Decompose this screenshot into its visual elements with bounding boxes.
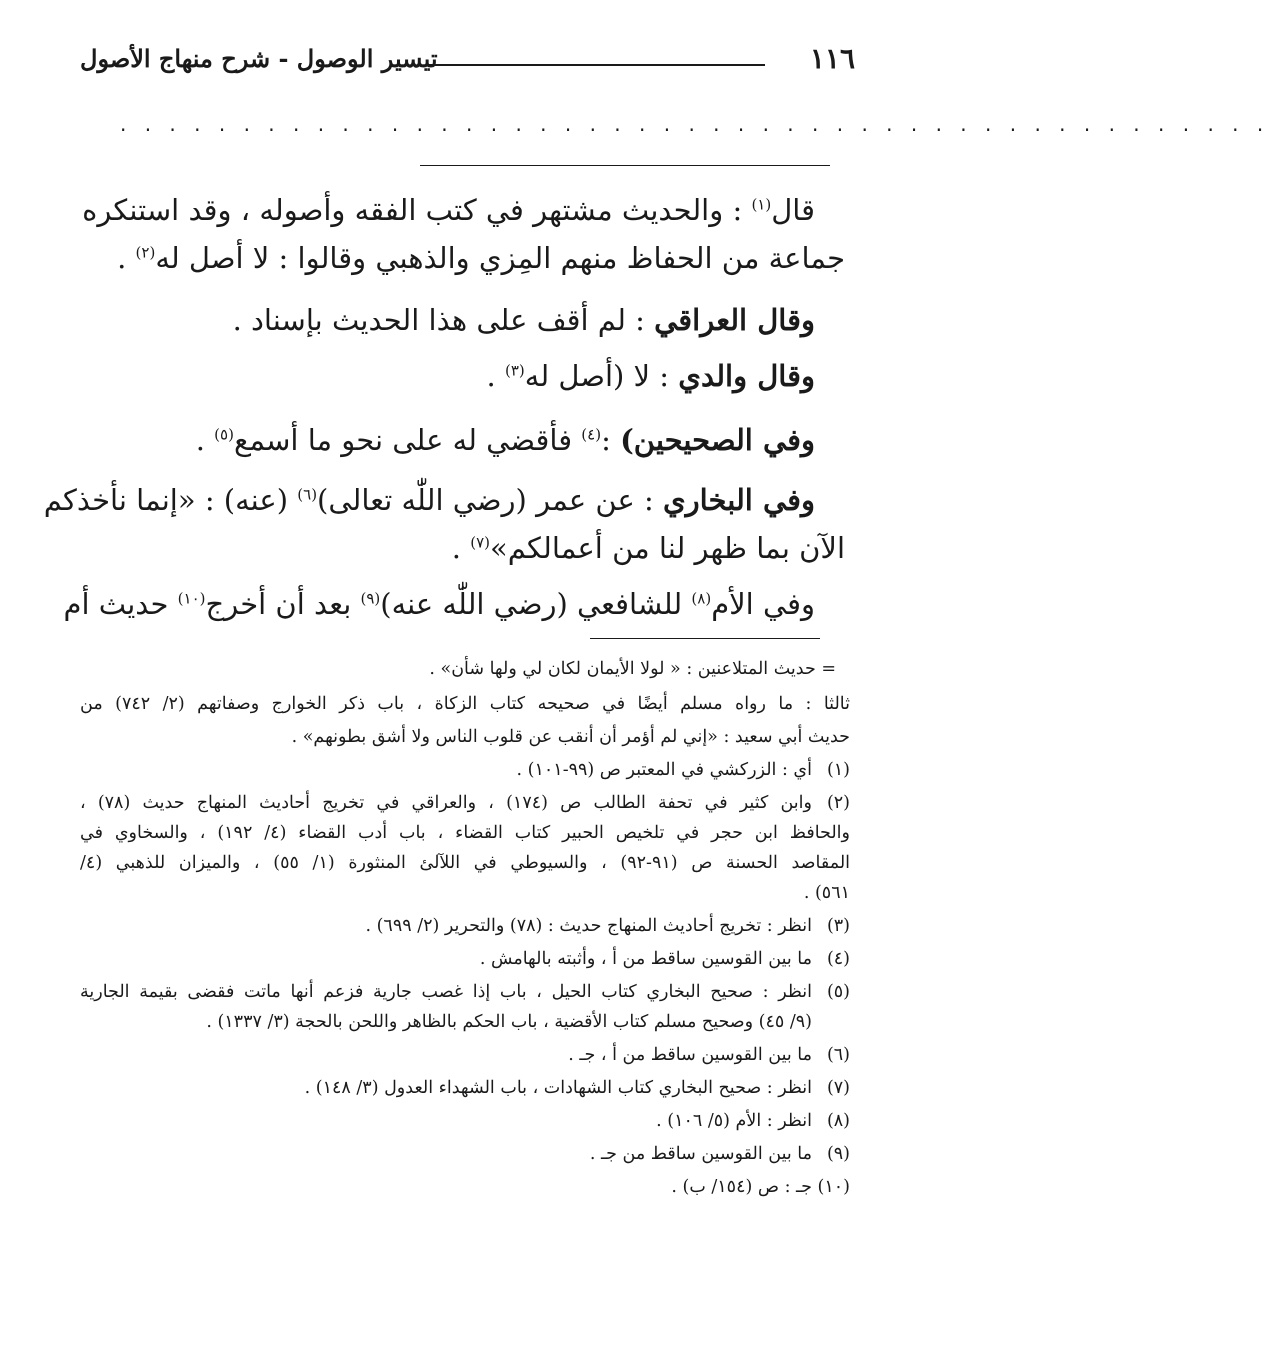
footnote-ref: (١)	[751, 195, 772, 214]
footnote-ref: (٢)	[135, 243, 156, 262]
main-text	[85, 352, 845, 400]
footnote-ref: (٤)	[581, 425, 602, 444]
separator-dots: . . . . . . . . . . . . . . . . . . . . . . . . . . . . . . . . . . . . . . . . . . . . . . .	[120, 112, 1269, 136]
footnote-number: (٤)	[826, 949, 850, 969]
page-number: ١١٦	[809, 42, 855, 75]
footnote-number: (١٠)	[817, 1177, 850, 1197]
page-header	[80, 42, 855, 82]
body-line: وفي الصحيحين) :$^{(٤)}$ فأقضي له على نحو ما أسمع$^{(٥)}$ .	[195, 423, 815, 457]
footnote-number: (٥)	[826, 982, 850, 1002]
footnote: (٦) ما بين القوسين ساقط من أ ، جـ .	[80, 1039, 850, 1072]
body-line: وقال العراقي : لم أقف على هذا الحديث بإسناد .	[232, 303, 815, 337]
footnote: (٩) ما بين القوسين ساقط من جـ .	[80, 1138, 850, 1171]
main-text	[85, 416, 845, 464]
footnote-ref: (٦)	[297, 485, 318, 504]
footnote-continuation: ثالثا : ما رواه مسلم أيضًا في صحيحه كتاب الزكاة ، باب ذكر الخوارج وصفاتهم (٢/ ٧٤٢) من	[80, 694, 850, 714]
footnote: (٧) انظر : صحيح البخاري كتاب الشهادات ، باب الشهداء العدول (٣/ ١٤٨) .	[80, 1072, 850, 1105]
footnote: (١) أي : الزركشي في المعتبر ص (٩٩-١٠١) .	[80, 754, 850, 787]
body-line: وفي الأم$^{(٨)}$ للشافعي (رضي اللّٰه عنه)$^{(٩)}$ بعد أن أخرج$^{(١٠)}$ حديث أم	[63, 587, 815, 621]
footnote-continuation: = حديث المتلاعنين : « لولا الأيمان لكان لي ولها شأن» .	[429, 659, 836, 679]
footnote-number: (١)	[826, 760, 850, 780]
main-text	[63, 580, 845, 628]
footnote: (٥) انظر : صحيح البخاري كتاب الحيل ، باب إذا غصب جارية فزعم أنها ماتت فقضى بقيمة الجارية	[80, 976, 850, 1009]
footnote-ref: (١٠)	[177, 589, 206, 608]
footnote: (٤) ما بين القوسين ساقط من أ ، وأثبته بالهامش .	[80, 943, 850, 976]
footnote: (٢) وابن كثير في تحفة الطالب ص (١٧٤) ، والعراقي في تخريج أحاديث المنهاج حديث (٧٨) ،	[80, 787, 850, 820]
footnote-line: المقاصد الحسنة ص (٩١-٩٢) ، والسيوطي في اللآلئ المنثورة (١/ ٥٥) ، والميزان للذهبي (٤/	[80, 853, 851, 873]
body-line: جماعة من الحفاظ منهم المِزي والذهبي وقالوا : لا أصل له$^{(٢)}$ .	[117, 241, 845, 275]
footnote-number: (٦)	[826, 1045, 850, 1065]
footnote-number: (٧)	[826, 1078, 850, 1098]
footnote-line: ٥٦١) .	[803, 883, 850, 903]
main-text	[43, 476, 845, 572]
footnote-line: والحافظ ابن حجر في تلخيص الحبير كتاب القضاء ، باب أدب القضاء (٤/ ١٩٢) ، والسخاوي في	[80, 823, 850, 843]
main-text	[85, 296, 845, 344]
footnote: (٨) انظر : الأم (٥/ ١٠٦) .	[80, 1105, 850, 1138]
body-line: الآن بما ظهر لنا من أعمالكم»$^{(٧)}$ .	[451, 531, 845, 565]
footnote-number: (٩)	[826, 1144, 850, 1164]
footnote-number: (٨)	[826, 1111, 850, 1131]
footnote-line: (٩/ ٤٥) وصحيح مسلم كتاب الأقضية ، باب الحكم بالظاهر واللحن بالحجة (٣/ ١٣٣٧) .	[206, 1012, 812, 1032]
footnote: (١٠) جـ : ص (١٥٤/ ب) .	[80, 1171, 850, 1204]
footnote-ref: (٩)	[360, 589, 381, 608]
header-rule	[425, 64, 765, 66]
footnote-number: (٢)	[826, 793, 850, 813]
section-rule	[420, 165, 830, 166]
body-line: وفي البخاري : عن عمر (رضي اللّٰه تعالى)$^{(٦)}$ (عنه) : «إنما نأخذكم	[43, 483, 815, 517]
footnote-rule	[590, 638, 820, 639]
footnote-ref: (٣)	[504, 361, 525, 380]
footnote-ref: (٧)	[470, 533, 490, 552]
body-line: وقال والدي : لا (أصل له$^{(٣)}$ .	[486, 359, 815, 393]
running-title: تيسير الوصول - شرح منهاج الأصول	[80, 44, 438, 73]
footnote-continuation: حديث أبي سعيد : «إني لم أؤمر أن أنقب عن قلوب الناس ولا أشق بطونهم» .	[291, 727, 850, 747]
footnote-ref: (٨)	[691, 589, 712, 608]
footnotes	[80, 653, 850, 1204]
footnote-number: (٣)	[826, 916, 850, 936]
footnote-ref: (٥)	[214, 425, 234, 444]
body-line: قال$^{(١)}$ : والحديث مشتهر في كتب الفقه وأصوله ، وقد استنكره	[82, 193, 815, 227]
footnote: (٣) انظر : تخريج أحاديث المنهاج حديث : (٧٨) والتحرير (٢/ ٦٩٩) .	[80, 910, 850, 943]
main-text	[82, 186, 845, 282]
